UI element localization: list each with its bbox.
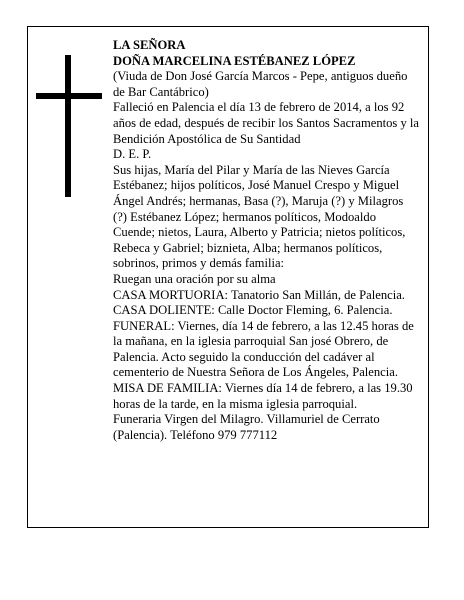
latin-cross-icon: [36, 55, 102, 197]
obituary-text: [113, 38, 419, 443]
cross-vertical-bar: [65, 55, 71, 197]
widow-note: (Viuda de Don José García Marcos - Pepe, antiguos dueño de Bar Cantábrico): [113, 69, 408, 99]
family-mass: MISA DE FAMILIA: Viernes día 14 de febrero, a las 19.30 horas de la tarde, en la misma iglesia parroquial.: [113, 381, 413, 411]
cross-horizontal-bar: [36, 93, 102, 99]
honorific: LA SEÑORA: [113, 38, 186, 52]
funeral-info: FUNERAL: Viernes, día 14 de febrero, a las 12.45 horas de la mañana, en la iglesia parroquial San josé Obrero, de Palencia. Acto seguido la conducción del cadáver al cementerio de Nuestra Señora de Los Ángeles, Palencia.: [113, 318, 414, 380]
prayer-request: Ruegan una oración por su alma: [113, 271, 276, 286]
deceased-name: DOÑA MARCELINA ESTÉBANEZ LÓPEZ: [113, 53, 356, 68]
casa-mortuoria: CASA MORTUORIA: Tanatorio San Millán, de Palencia.: [113, 287, 405, 302]
casa-doliente: CASA DOLIENTE: Calle Doctor Fleming, 6. Palencia.: [113, 303, 393, 318]
funeral-home: Funeraria Virgen del Milagro. Villamuriel de Cerrato (Palencia). Teléfono 979 777112: [113, 412, 380, 442]
death-info: Falleció en Palencia el día 13 de febrero de 2014, a los 92 años de edad, después de recibir los Santos Sacramentos y la Bendición Apostólica de Su Santidad: [113, 100, 420, 146]
rip: D. E. P.: [113, 147, 152, 162]
family-list: Sus hijas, María del Pilar y María de las Nieves García Estébanez; hijos políticos, José Manuel Crespo y Miguel Ángel Andrés; hermanas, Basa (?), Maruja (?) y Milagros (?) Estébanez López; hermanos políticos, Modoaldo Cuende; nietos, Laura, Alberto y Patricia; nietos políticos, Rebeca y Gabriel; biznieta, Alba; hermanos políticos, sobrinos, primos y demás familia:: [113, 162, 406, 271]
